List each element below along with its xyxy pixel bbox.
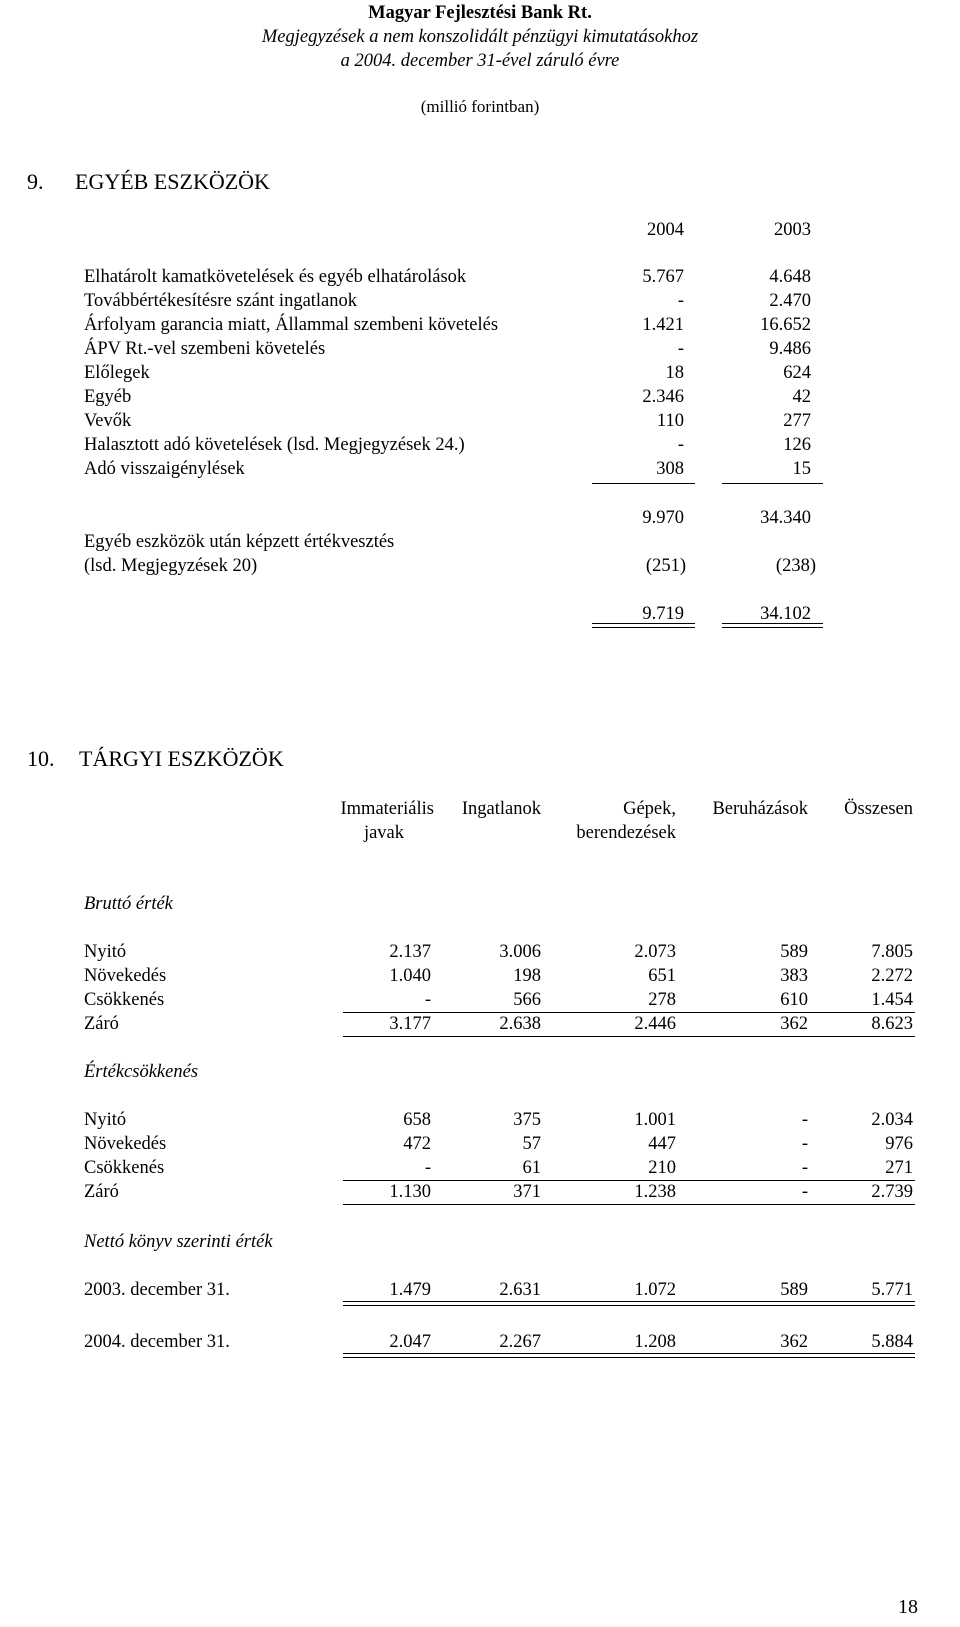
value-2004: -: [677, 291, 684, 311]
total-2003: 34.102: [760, 604, 811, 624]
impairment-label: Egyéb eszközök után képzett értékvesztés: [84, 532, 395, 552]
row-label: Előlegek: [84, 363, 150, 383]
cell: -: [801, 1134, 808, 1154]
column-header-machinery-line2: berendezések: [576, 823, 676, 843]
value-2003: 624: [783, 363, 811, 383]
column-header-total: Összesen: [844, 799, 913, 819]
cell: 2.272: [871, 966, 913, 986]
unit-label: (millió forintban): [420, 97, 540, 116]
cell: 2.631: [499, 1280, 541, 1300]
cell: 210: [648, 1158, 676, 1178]
impairment-reference: (lsd. Megjegyzések 20): [84, 556, 258, 576]
cell: 1.040: [389, 966, 431, 986]
underline: [343, 1180, 915, 1181]
cell: 1.238: [634, 1182, 676, 1202]
page-number: 18: [898, 1596, 918, 1618]
cell: 2.034: [871, 1110, 913, 1130]
row-label: 2004. december 31.: [84, 1332, 230, 1352]
value-2003: 42: [792, 387, 811, 407]
cell: 3.006: [499, 942, 541, 962]
gross-value-heading: Bruttó érték: [84, 894, 173, 914]
value-2004: -: [677, 339, 684, 359]
impairment-2004: (251): [645, 556, 686, 576]
row-label: Halasztott adó követelések (lsd. Megjegyzések 24.): [84, 435, 465, 455]
underline: [343, 1036, 915, 1037]
cell: 472: [403, 1134, 431, 1154]
cell: 651: [648, 966, 676, 986]
impairment-2003: (238): [775, 556, 816, 576]
section-9-title: EGYÉB ESZKÖZÖK: [75, 169, 270, 194]
cell: -: [801, 1182, 808, 1202]
cell: 976: [885, 1134, 913, 1154]
value-2004: 5.767: [642, 267, 684, 287]
column-header-real-estate: Ingatlanok: [461, 799, 541, 819]
section-9-number: 9.: [27, 169, 44, 194]
value-2004: 308: [656, 459, 684, 479]
cell: -: [801, 1110, 808, 1130]
cell: 1.479: [389, 1280, 431, 1300]
row-label: Vevők: [84, 411, 132, 431]
double-underline: [592, 623, 695, 628]
cell: 2.739: [871, 1182, 913, 1202]
column-header-2004: 2004: [647, 220, 684, 240]
cell: 5.884: [871, 1332, 913, 1352]
column-header-intangibles-line2: javak: [363, 823, 404, 843]
cell: 271: [885, 1158, 913, 1178]
cell: 610: [780, 990, 808, 1010]
cell: 658: [403, 1110, 431, 1130]
value-2003: 15: [792, 459, 811, 479]
double-underline: [722, 623, 823, 628]
cell: -: [424, 990, 431, 1010]
subtotal-2003: 34.340: [760, 508, 811, 528]
cell: 198: [513, 966, 541, 986]
row-label: Növekedés: [84, 966, 167, 986]
cell: 2.073: [634, 942, 676, 962]
cell: -: [801, 1158, 808, 1178]
value-2003: 277: [783, 411, 811, 431]
cell: 362: [780, 1014, 808, 1034]
cell: 2.047: [389, 1332, 431, 1352]
cell: 57: [522, 1134, 541, 1154]
row-label: Növekedés: [84, 1134, 167, 1154]
cell: 1.001: [634, 1110, 676, 1130]
cell: 362: [780, 1332, 808, 1352]
cell: 589: [780, 1280, 808, 1300]
cell: 375: [513, 1110, 541, 1130]
row-label: Továbbértékesítésre szánt ingatlanok: [84, 291, 358, 311]
row-label: Csökkenés: [84, 990, 165, 1010]
row-label: Nyitó: [84, 942, 127, 962]
row-label: 2003. december 31.: [84, 1280, 230, 1300]
subtotal-2004: 9.970: [642, 508, 684, 528]
reporting-period: a 2004. december 31-ével záruló évre: [340, 51, 620, 71]
cell: 589: [780, 942, 808, 962]
depreciation-heading: Értékcsökkenés: [84, 1062, 199, 1082]
cell: 3.177: [389, 1014, 431, 1034]
row-label: Csökkenés: [84, 1158, 165, 1178]
cell: 2.267: [499, 1332, 541, 1352]
value-2003: 126: [783, 435, 811, 455]
cell: 2.446: [634, 1014, 676, 1034]
underline: [343, 1204, 915, 1205]
value-2004: 2.346: [642, 387, 684, 407]
row-label: Záró: [84, 1182, 119, 1202]
row-label: Adó visszaigénylések: [84, 459, 245, 479]
company-name: Magyar Fejlesztési Bank Rt.: [368, 3, 592, 23]
double-underline: [343, 1353, 915, 1358]
value-2004: 18: [665, 363, 684, 383]
cell: 1.454: [871, 990, 913, 1010]
document-subtitle: Megjegyzések a nem konszolidált pénzügyi kimutatásokhoz: [261, 27, 699, 47]
cell: 566: [513, 990, 541, 1010]
cell: 447: [648, 1134, 676, 1154]
value-2003: 4.648: [769, 267, 811, 287]
cell: 5.771: [871, 1280, 913, 1300]
value-2003: 2.470: [769, 291, 811, 311]
row-label: Egyéb: [84, 387, 132, 407]
total-2004: 9.719: [642, 604, 684, 624]
cell: 1.072: [634, 1280, 676, 1300]
column-header-2003: 2003: [774, 220, 811, 240]
cell: 7.805: [871, 942, 913, 962]
value-2003: 9.486: [769, 339, 811, 359]
net-book-value-heading: Nettó könyv szerinti érték: [84, 1232, 273, 1252]
cell: 2.137: [389, 942, 431, 962]
section-10-title: TÁRGYI ESZKÖZÖK: [79, 746, 284, 771]
column-header-machinery: Gépek,: [623, 799, 676, 819]
value-2003: 16.652: [760, 315, 811, 335]
cell: 8.623: [871, 1014, 913, 1034]
cell: -: [424, 1158, 431, 1178]
row-label: Elhatárolt kamatkövetelések és egyéb elhatárolások: [84, 267, 467, 287]
row-label: Nyitó: [84, 1110, 127, 1130]
underline: [592, 483, 695, 484]
row-label: ÁPV Rt.-vel szembeni követelés: [84, 339, 326, 359]
cell: 371: [513, 1182, 541, 1202]
value-2004: -: [677, 435, 684, 455]
column-header-intangibles: Immateriális: [340, 799, 434, 819]
cell: 383: [780, 966, 808, 986]
cell: 1.208: [634, 1332, 676, 1352]
cell: 278: [648, 990, 676, 1010]
double-underline: [343, 1301, 915, 1306]
column-header-investments: Beruházások: [712, 799, 808, 819]
value-2004: 110: [656, 411, 684, 431]
row-label: Záró: [84, 1014, 119, 1034]
row-label: Árfolyam garancia miatt, Állammal szembeni követelés: [84, 315, 499, 335]
cell: 2.638: [499, 1014, 541, 1034]
underline: [343, 1012, 915, 1013]
cell: 61: [522, 1158, 541, 1178]
underline: [722, 483, 823, 484]
value-2004: 1.421: [642, 315, 684, 335]
cell: 1.130: [389, 1182, 431, 1202]
section-10-number: 10.: [27, 746, 55, 771]
